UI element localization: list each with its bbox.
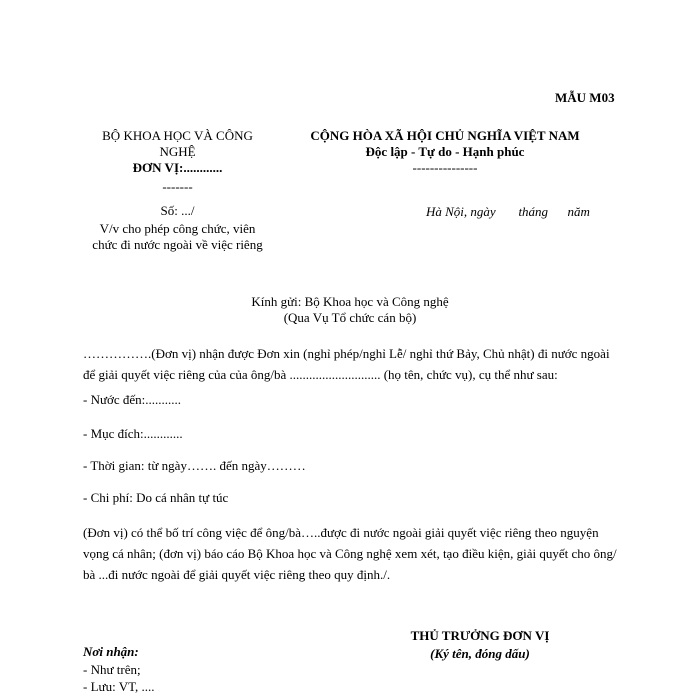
recipient-line-2: (Qua Vụ Tổ chức cán bộ) <box>283 310 417 325</box>
ministry-line-2: NGHỆ <box>159 144 196 159</box>
left-header <box>70 128 285 253</box>
recipient-item-2: - Lưu: VT, .... <box>83 679 155 694</box>
signer-block <box>390 627 570 663</box>
left-dashes: ------- <box>162 179 193 194</box>
place-date: Hà Nội, ngày tháng năm <box>426 204 590 219</box>
country-name: CỘNG HÒA XÃ HỘI CHỦ NGHĨA VIỆT NAM <box>310 128 580 143</box>
signer-title: THỦ TRƯỞNG ĐƠN VỊ <box>410 628 550 643</box>
right-header <box>300 128 590 176</box>
unit-label: ĐƠN VỊ:............ <box>132 160 223 175</box>
recipient-item-1: - Như trên; <box>83 662 141 677</box>
document-number: Số: .../ <box>160 203 195 218</box>
right-dashes: --------------- <box>412 160 478 175</box>
body-destination: - Nước đến:........... <box>83 392 182 407</box>
body-cost: - Chi phí: Do cá nhân tự túc <box>83 490 229 505</box>
national-motto: Độc lập - Tự do - Hạnh phúc <box>365 144 525 159</box>
body-intro: …………….(Đơn vị) nhận được Đơn xin (nghỉ phép/nghỉ Lễ/ nghỉ thứ Bảy, Chủ nhật) đi nước ngoài để giải quyết việc riêng của của ông/bà ............................ (họ tên, chức vụ), cụ thể như sau: <box>83 346 610 382</box>
body-conclusion: (Đơn vị) có thể bố trí công việc để ông/bà…..được đi nước ngoài giải quyết việc riêng theo nguyện vọng cá nhân; (đơn vị) báo cáo Bộ Khoa học và Công nghệ xem xét, tạo điều kiện, giải quyết cho ông/ bà ...đi nước ngoài để giải quyết việc riêng theo quy định./. <box>83 525 617 582</box>
body-purpose: - Mục đích:............ <box>83 426 183 441</box>
form-code: MẪU M03 <box>555 90 615 105</box>
body-time: - Thời gian: từ ngày……. đến ngày……… <box>83 458 306 473</box>
subject-line-1: V/v cho phép công chức, viên <box>99 221 256 236</box>
recipients-title: Nơi nhận: <box>83 644 139 659</box>
recipient <box>200 294 500 326</box>
recipient-line-1: Kính gửi: Bộ Khoa học và Công nghệ <box>251 294 449 309</box>
subject-line-2: chức đi nước ngoài về việc riêng <box>92 237 263 252</box>
signer-note: (Ký tên, đóng dấu) <box>430 646 530 661</box>
ministry-line-1: BỘ KHOA HỌC VÀ CÔNG <box>102 128 253 143</box>
